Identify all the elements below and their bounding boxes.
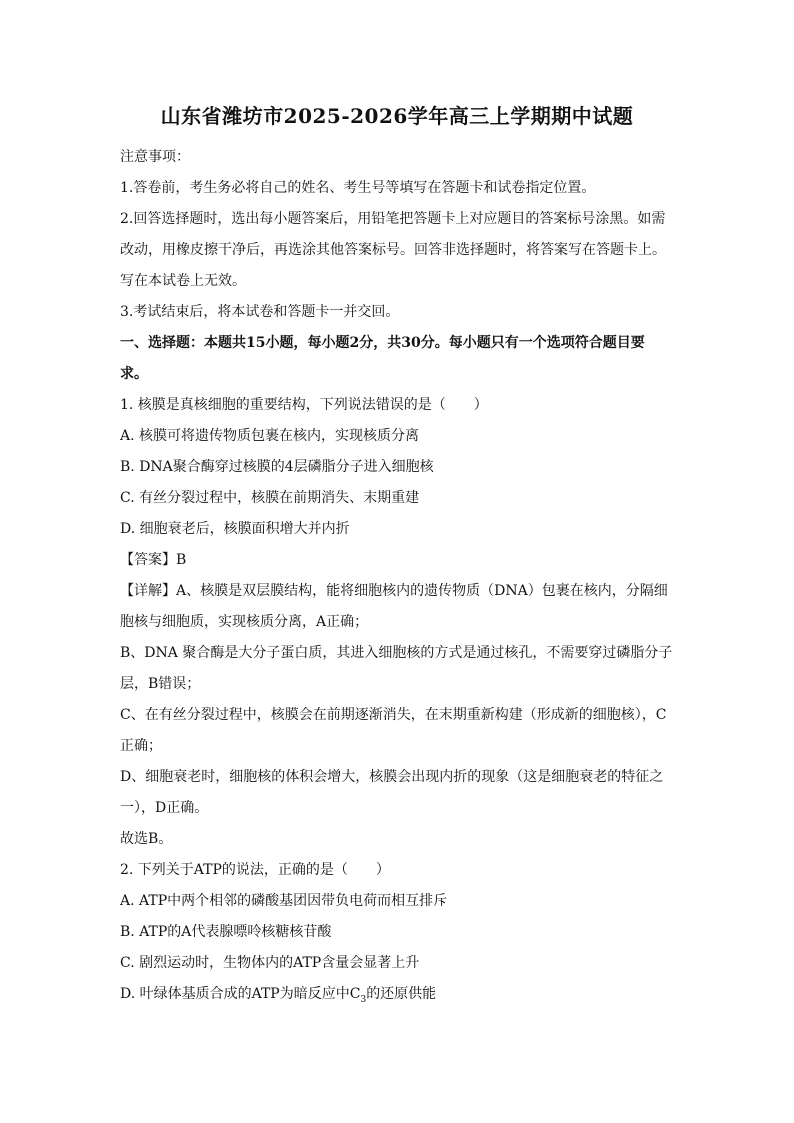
question-1-option-c: C. 有丝分裂过程中，核膜在前期消失、末期重建	[120, 490, 420, 506]
notice-item-3: 3.考试结束后，将本试卷和答题卡一并交回。	[120, 304, 400, 320]
option-d-text-after: 的还原供能	[366, 986, 437, 1002]
notice-item-2-line-1: 2.回答选择题时，选出每小题答案后，用铅笔把答题卡上对应题目的答案标号涂黑。如需	[120, 211, 666, 227]
carbon-subscript: 3	[360, 994, 367, 1005]
question-1-conclusion: 故选B。	[120, 831, 173, 847]
question-1-explanation-line: 【详解】A、核膜是双层膜结构，能将细胞核内的遗传物质（DNA）包裹在核内，分隔细	[120, 583, 668, 599]
document-body	[120, 142, 676, 1010]
notice-heading: 注意事项：	[120, 149, 190, 165]
section-heading-line-1: 一、选择题：本题共15小题，每小题2分，共30分。每小题只有一个选项符合题目要	[120, 335, 645, 351]
question-1-option-a: A. 核膜可将遗传物质包裹在核内，实现核质分离	[120, 428, 420, 444]
question-2-option-d	[120, 979, 676, 1010]
option-d-text-before: D. 叶绿体基质合成的ATP为暗反应中C	[120, 986, 361, 1002]
question-1-option-b: B. DNA聚合酶穿过核膜的4层磷脂分子进入细胞核	[120, 459, 434, 475]
notice-item-2-line-3: 写在本试卷上无效。	[120, 273, 246, 289]
question-1-option-d: D. 细胞衰老后，核膜面积增大并内折	[120, 521, 350, 537]
question-1-explanation-line: C、在有丝分裂过程中，核膜会在前期逐渐消失，在末期重新构建（形成新的细胞核），C	[120, 707, 667, 723]
notice-item-2-line-2: 改动，用橡皮擦干净后，再选涂其他答案标号。回答非选择题时，将答案写在答题卡上。	[120, 242, 666, 258]
question-2-option-b: B. ATP的A代表腺嘌呤核糖核苷酸	[120, 924, 332, 940]
page-title: 山东省潍坊市2025-2026学年高三上学期期中试题	[160, 104, 634, 128]
notice-item-1: 1.答卷前，考生务必将自己的姓名、考生号等填写在答题卡和试卷指定位置。	[120, 180, 596, 196]
question-1-explanation-line: B、DNA 聚合酶是大分子蛋白质，其进入细胞核的方式是通过核孔，不需要穿过磷脂分子	[120, 645, 673, 661]
question-1-explanation-line: D、细胞衰老时，细胞核的体积会增大，核膜会出现内折的现象（这是细胞衰老的特征之	[120, 769, 664, 785]
question-1-answer: 【答案】B	[120, 552, 187, 568]
question-1-stem: 1. 核膜是真核细胞的重要结构，下列说法错误的是（ ）	[120, 397, 488, 413]
section-heading-line-2: 求。	[120, 366, 148, 382]
question-1-explanation-line: 正确；	[120, 738, 162, 754]
question-2-option-a: A. ATP中两个相邻的磷酸基团因带负电荷而相互排斥	[120, 893, 448, 909]
question-2-option-c: C. 剧烈运动时，生物体内的ATP含量会显著上升	[120, 955, 420, 971]
question-1-explanation-line: 层，B错误；	[120, 676, 201, 692]
question-1-explanation-line: 一），D正确。	[120, 800, 209, 816]
question-2-stem: 2. 下列关于ATP的说法，正确的是（ ）	[120, 862, 390, 878]
question-1-explanation-line: 胞核与细胞质，实现核质分离，A正确；	[120, 614, 369, 630]
